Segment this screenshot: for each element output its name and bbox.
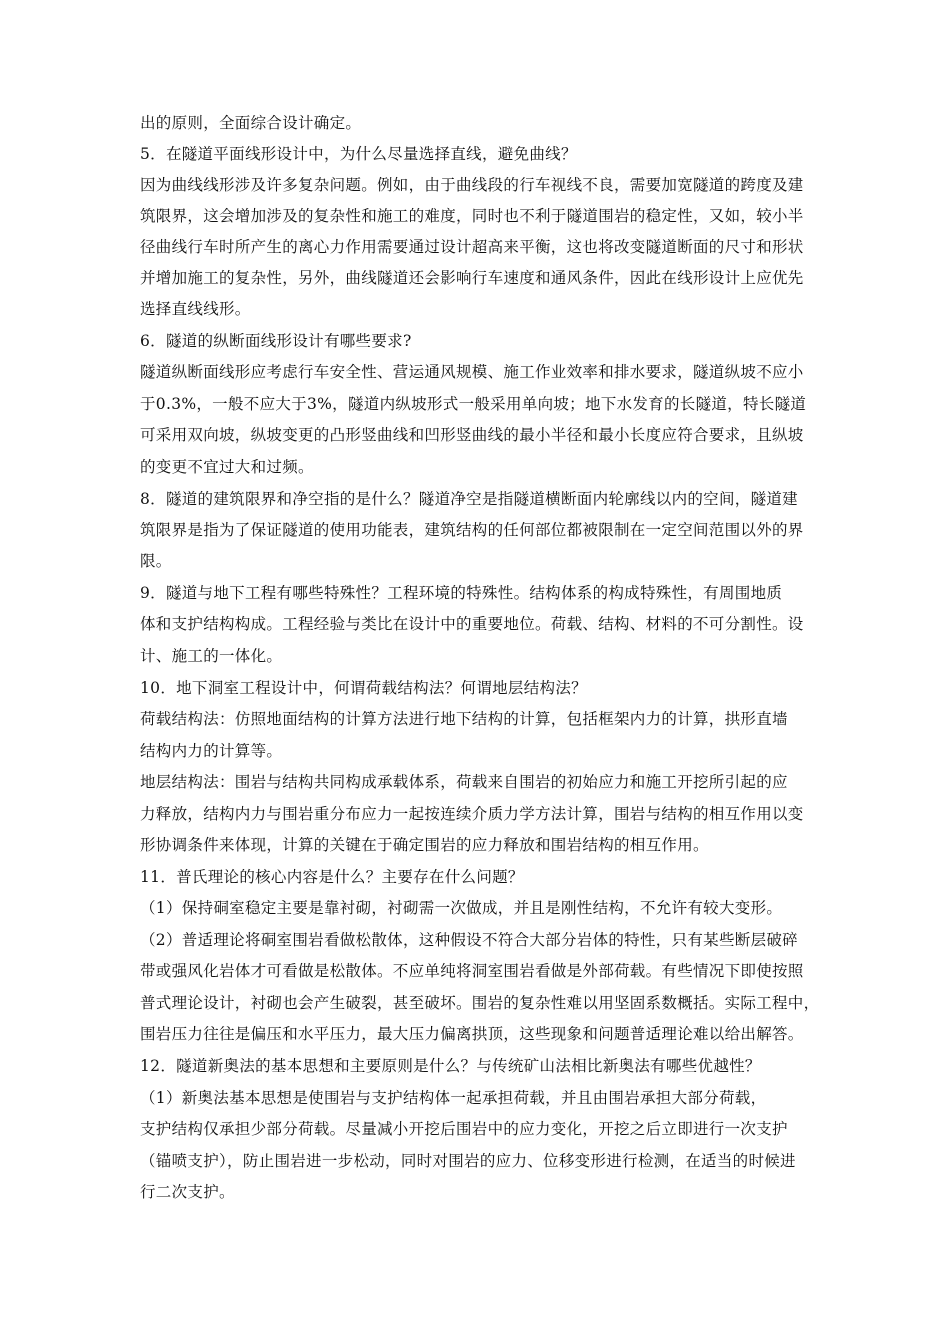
text-line: 体和支护结构构成。工程经验与类比在设计中的重要地位。荷载、结构、材料的不可分割性。设 xyxy=(140,615,804,633)
text-line: 径曲线行车时所产生的离心力作用需要通过设计超高来平衡，这也将改变隧道断面的尺寸和形状 xyxy=(140,238,804,256)
text-line: 于0.3%，一般不应大于3%，隧道内纵坡形式一般采用单向坡；地下水发育的长隧道，特长隧道 xyxy=(140,395,807,413)
text-line: 5．在隧道平面线形设计中，为什么尽量选择直线，避免曲线？ xyxy=(140,145,577,163)
text-line: 的变更不宜过大和过频。 xyxy=(140,458,314,476)
text-line: 结构内力的计算等。 xyxy=(140,742,283,760)
text-line: 8．隧道的建筑限界和净空指的是什么？隧道净空是指隧道横断面内轮廓线以内的空间，隧道建 xyxy=(140,490,798,508)
text-line: 出的原则，全面综合设计确定。 xyxy=(140,114,362,132)
text-line: 10．地下洞室工程设计中，何谓荷载结构法？何谓地层结构法？ xyxy=(140,679,587,697)
text-line: 因为曲线线形涉及许多复杂问题。例如，由于曲线段的行车视线不良，需要加宽隧道的跨度及建 xyxy=(140,176,804,194)
text-line: 选择直线线形。 xyxy=(140,300,251,318)
text-line: 9．隧道与地下工程有哪些特殊性？工程环境的特殊性。结构体系的构成特殊性，有周围地质 xyxy=(140,584,783,602)
text-line: 行二次支护。 xyxy=(140,1183,235,1201)
text-line: 并增加施工的复杂性，另外，曲线隧道还会影响行车速度和通风条件，因此在线形设计上应优先 xyxy=(140,269,804,287)
text-line: 地层结构法：围岩与结构共同构成承载体系，荷载来自围岩的初始应力和施工开挖所引起的应 xyxy=(140,773,788,791)
text-line: 筑限界，这会增加涉及的复杂性和施工的难度，同时也不利于隧道围岩的稳定性，又如，较小半 xyxy=(140,207,804,225)
text-line: （1）新奥法基本思想是使围岩与支护结构体一起承担荷载，并且由围岩承担大部分荷载， xyxy=(140,1089,767,1107)
text-line: 可采用双向坡，纵坡变更的凸形竖曲线和凹形竖曲线的最小半径和最小长度应符合要求，且纵坡 xyxy=(140,426,804,444)
text-line: 11．普氏理论的核心内容是什么？主要存在什么问题？ xyxy=(140,868,524,886)
text-line: 荷载结构法：仿照地面结构的计算方法进行地下结构的计算，包括框架内力的计算，拱形直墙 xyxy=(140,710,788,728)
text-line: 12．隧道新奥法的基本思想和主要原则是什么？与传统矿山法相比新奥法有哪些优越性？ xyxy=(140,1057,761,1075)
text-line: 计、施工的一体化。 xyxy=(140,647,283,665)
text-line: （锚喷支护），防止围岩进一步松动，同时对围岩的应力、位移变形进行检测，在适当的时候进 xyxy=(140,1152,796,1170)
text-line: 形协调条件来体现，计算的关键在于确定围岩的应力释放和围岩结构的相互作用。 xyxy=(140,836,709,854)
text-line: （2）普适理论将硐室围岩看做松散体，这种假设不符合大部分岩体的特性，只有某些断层破碎 xyxy=(140,931,798,949)
text-line: 支护结构仅承担少部分荷载。尽量减小开挖后围岩中的应力变化，开挖之后立即进行一次支护 xyxy=(140,1120,788,1138)
text-line: 围岩压力往往是偏压和水平压力，最大压力偏离拱顶，这些现象和问题普适理论难以给出解答。 xyxy=(140,1025,804,1043)
text-line: （1）保持硐室稳定主要是靠衬砌，衬砌需一次做成，并且是刚性结构，不允许有较大变形。 xyxy=(140,899,783,917)
text-line: 限。 xyxy=(140,552,172,570)
text-line: 带或强风化岩体才可看做是松散体。不应单纯将洞室围岩看做是外部荷载。有些情况下即使按照 xyxy=(140,962,804,980)
text-line: 隧道纵断面线形应考虑行车安全性、营运通风规模、施工作业效率和排水要求，隧道纵坡不应小 xyxy=(140,363,804,381)
text-line: 力释放，结构内力与围岩重分布应力一起按连续介质力学方法计算，围岩与结构的相互作用以变 xyxy=(140,805,804,823)
text-line: 普式理论设计，衬砌也会产生破裂，甚至破坏。围岩的复杂性难以用坚固系数概括。实际工程中， xyxy=(140,994,820,1012)
text-line: 筑限界是指为了保证隧道的使用功能表，建筑结构的任何部位都被限制在一定空间范围以外的界 xyxy=(140,521,804,539)
text-line: 6．隧道的纵断面线形设计有哪些要求? xyxy=(140,332,412,350)
